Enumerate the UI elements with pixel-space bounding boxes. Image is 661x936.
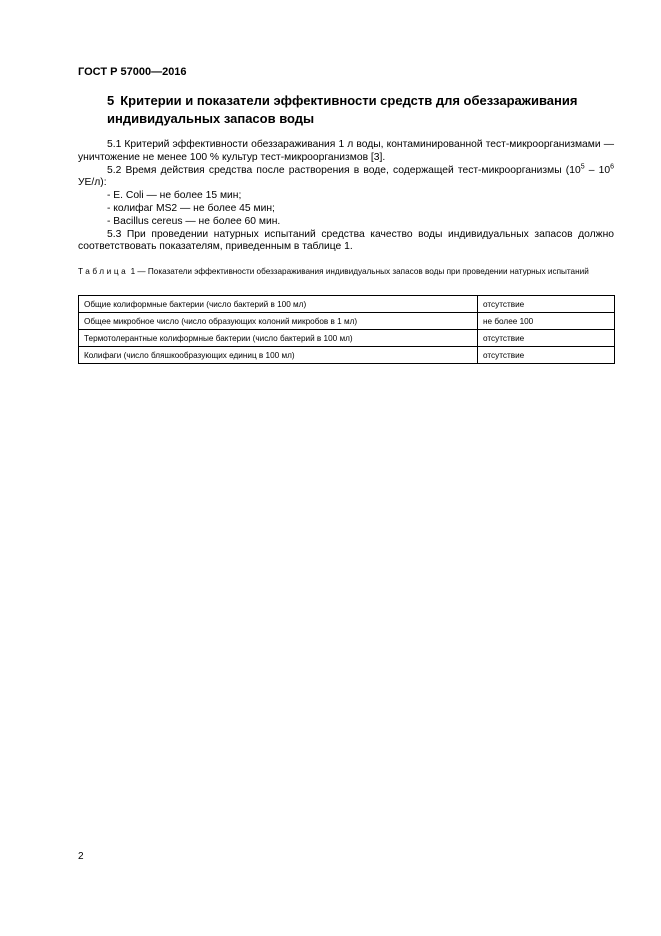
value-cell: отсутствие [478, 296, 615, 313]
exponent-5: 5 [580, 163, 585, 171]
table-caption-text: 1 — Показатели эффективности обеззараживания индивидуальных запасов воды при проведении натурных испытаний [130, 267, 589, 276]
table-row [79, 347, 615, 364]
indicators-table [78, 295, 615, 364]
list-item-bacillus: - Bacillus cereus — не более 60 мин. [107, 215, 281, 227]
paragraph-5-2-text: 5.2 Время действия средства после растворения в воде, содержащей тест-микроорганизмы (10 [107, 164, 581, 176]
paragraph-5-3: 5.3 При проведении натурных испытаний средства качество воды индивидуальных запасов должно соответствовать показателям, приведенным в таблице 1. [78, 228, 614, 253]
page-number: 2 [78, 851, 84, 862]
section-title-text: Критерии и показатели эффективности средств для обеззараживания индивидуальных запасов воды [107, 93, 578, 126]
indicator-cell: Общее микробное число (число образующих колоний микробов в 1 мл) [79, 313, 478, 330]
table-row [79, 330, 615, 347]
list-item-ecoli: - E. Coli — не более 15 мин; [107, 190, 242, 202]
paragraph-5-2 [78, 165, 614, 191]
range-dash: – 10 [584, 164, 611, 176]
unit-text: УЕ/л): [78, 177, 107, 189]
section-number: 5 [107, 93, 115, 108]
value-cell: не более 100 [478, 313, 615, 330]
table-row [79, 296, 615, 313]
table-caption-label: Таблица [78, 267, 129, 276]
table-row [79, 313, 615, 330]
table-caption [78, 266, 614, 277]
indicator-cell: Термотолерантные колиформные бактерии (число бактерий в 100 мл) [79, 330, 478, 347]
value-cell: отсутствие [478, 347, 615, 364]
standard-code-header: ГОСТ Р 57000—2016 [78, 66, 187, 78]
indicator-cell: Общие колиформные бактерии (число бактерий в 100 мл) [79, 296, 478, 313]
exponent-6: 6 [610, 163, 615, 171]
value-cell: отсутствие [478, 330, 615, 347]
indicator-cell: Колифаги (число бляшкообразующих единиц в 100 мл) [79, 347, 478, 364]
section-body [78, 139, 614, 254]
section-heading [107, 92, 607, 128]
list-item-ms2: - колифаг MS2 — не более 45 мин; [107, 202, 275, 214]
paragraph-5-1: 5.1 Критерий эффективности обеззараживания 1 л воды, контаминированной тест-микроорганизмами — уничтожение не менее 100 % культур тест-микроорганизмов [3]. [78, 139, 614, 163]
